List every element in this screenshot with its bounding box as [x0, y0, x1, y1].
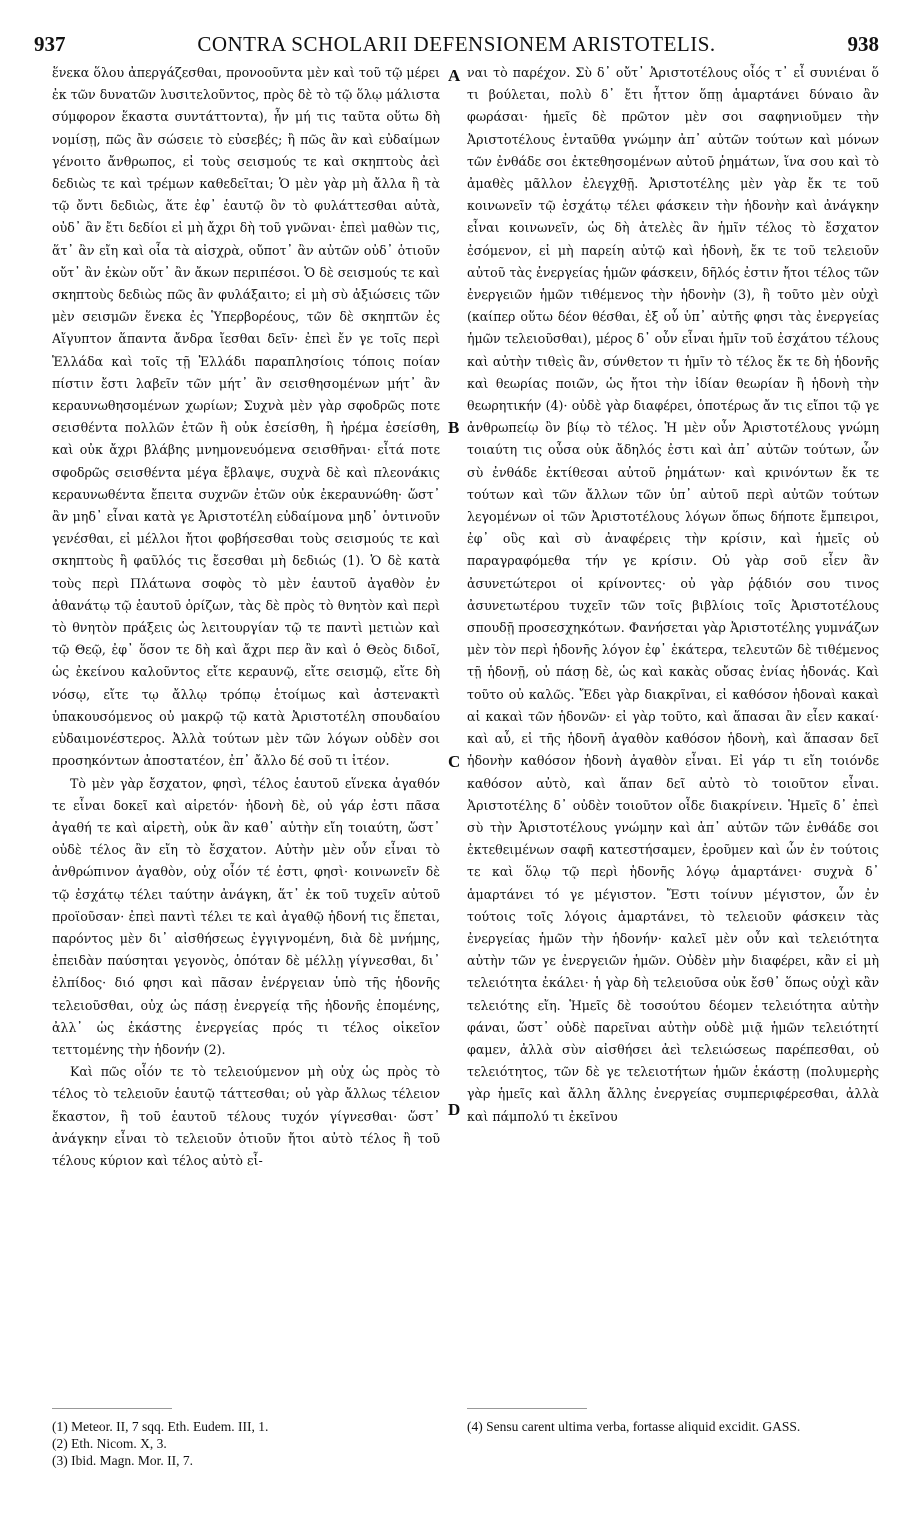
footnote: (3) Ibid. Magn. Mor. II, 7. — [52, 1453, 193, 1468]
running-header — [34, 32, 879, 56]
paragraph: Τὸ μὲν γὰρ ἔσχατον, φησὶ, τέλος ἑαυτοῦ εἵνεκα ἀγαθόν τε εἶναι δοκεῖ καὶ αἱρετόν· ἡδονὴ δὲ, οὐ γάρ ἐστι πᾶσα ἀγαθή τε καὶ αἱρετὴ, οὐκ ἂν καθ᾽ αὑτὴν εἴη τοιαύτη, ὥστ᾽ οὐδὲ τέλος ἂν εἴη τὸ ἔσχατον. Αὐτὴν μὲν οὖν εἶναι τὸ ἀνθρώπινον ἀγαθὸν, οὐχ οἷόν τέ ἐστι, φησὶ· κοινωνεῖν δὲ τῷ ἐσχάτῳ τέλει ταύτην ἀνάγκη, ἅτ᾽ ἐκ τοῦ τυχεῖν αὐτοῦ προϊοῦσαν· ἐπεὶ παντὶ τέλει τε καὶ ἀγαθῷ ἡδονή τις ἕπεται, παρόντος μὲν δι᾽ αἰσθήσεως ἐγγιγνομένη, διὰ δὲ μνήμης, ἐπειδὰν παύσηται γεγονὸς, ὁπόταν δὲ μέλλῃ γίγνεσθαι, δι᾽ ἐλπίδος· διό φησι καὶ πᾶσαν ἐνέργειαν ὑπὸ τῆς ἡδονῆς τελειοῦσθαι, οὐχ ὡς πάσῃ ἐνεργείᾳ τῆς ἡδονῆς ἑπομένης, ἀλλ᾽ ὡς ἑκάστης ἐνεργείας πρός τι τέλος οἰκεῖον τεττομένης τὴν ἡδονήν (2). — [52, 775, 440, 1057]
running-title: CONTRA SCHOLARII DEFENSIONEM ARISTOTELIS. — [197, 32, 716, 56]
footnote-rule-left — [52, 1408, 172, 1409]
page-number-left: 937 — [34, 32, 66, 56]
footnote: (1) Meteor. II, 7 sqq. Eth. Eudem. III, 1. — [52, 1419, 269, 1434]
page-number-right: 938 — [847, 32, 879, 56]
margin-marker-a: A — [448, 66, 461, 85]
footnote: (4) Sensu carent ultima verba, fortasse aliquid excidit. GASS. — [467, 1419, 801, 1434]
paragraph: ἕνεκα ὅλου ἀπεργάζεσθαι, προνοοῦντα μὲν καὶ τοῦ τῷ μέρει ἐκ τῶν δυνατῶν λυσιτελοῦντος, πρὸς δὲ τὸ τῷ ὅλῳ μάλιστα σύμφορον ἕκαστα συντάττοντα), ἦν μή τις ταῦτα οὕτω δὴ νομίσῃ, πῶς ἂν σώσειε τὸ εὐσεβές; ἢ πῶς ἂν καὶ εὐδαίμων γένοιτο ἄνθρωπος, εἰ τοὺς σεισμούς τε καὶ σκηπτοὺς ἀεὶ δεδιὼς τε καὶ τρέμων καθεδεῖται; Ὁ μὲν γὰρ μὴ ἄλλα ἢ τὰ τῷ ὄντι δεδιὼς, ἅτε ἐφ᾽ ἑαυτῷ ὂν τὸ φυλάττεσθαι αὐτὰ, οὐδ᾽ ἂν ἔτι δεδίοι εἰ μὴ ἄχρι δὴ τοῦ γνῶναι· ἐπεὶ μαθὼν τις, ἅτ᾽ ἂν εἴη καὶ οἷα τὰ αἰσχρὰ, οὔποτ᾽ ἂν αὐτῶν οὐδ᾽ ὁτιοῦν οὔτ᾽ ἂν ἑκὼν οὔτ᾽ ἂν ἄκων περιπέσοι. Ὁ δὲ σεισμούς τε καὶ σκηπτοὺς δεδιὼς πῶς ἂν φυλάξαιτο; εἰ μὴ σὺ ἀξιώσεις τῶν μὲν σεισμῶν ἕνεκα ἐς Ὑπερβορέους, τῶν δὲ σκηπτῶν ἐς Αἴγυπτον ἅπαντα ἄνδρα ἴεσθαι δεῖν· ἐπεὶ ἔν γε τοῖς περὶ Ἑλλάδα καὶ τοῖς τῇ Ἑλλάδι παραπλησίοις τόποις ποίαν πίστιν ἔστι λαβεῖν τῶν μήτ᾽ ἂν σεισθησομένων μήτ᾽ ἂν κεραυνωθησομένων χωρίων; Συχνὰ μὲν γὰρ σφοδρῶς ποτε σεισθέντα πολλῶν ἐτῶν ἢ οὐκ ἐσείσθη, ἢ ἠρέμα ἐσείσθη, καὶ οὐκ ἄχρι βλάβης μνημονευόμενα σεισθῆναι· εἶτά ποτε σφοδρῶς σεισθέντα μέγα ἔβλαψε, συχνὰ δὲ καὶ πλεονάκις κεραυνωθέντα ἔπειτα συχνῶν ἐτῶν οὐκ ἐκεραυνώθη· ὥστ᾽ ἂν μηδ᾽ εἶναι κατὰ γε Ἀριστοτέλη εὐδαίμονα μηδ᾽ ὁντινοῦν γενέσθαι, εἰ μέλλοι ἤτοι φοβήσεσθαι τοὺς σεισμούς τε καὶ σκηπτοὺς ἢ φαῦλός τις ἔσεσθαι μὴ δεδιώς (1). Ὁ δὲ κατὰ τοὺς περὶ Πλάτωνα σοφὸς τὸ μὲν ἑαυτοῦ ἀγαθὸν ἐν ἀθανάτῳ τῷ ἑαυτοῦ ὁρίζων, τὰς δὲ πρὸς τὸ θνητὸν καὶ περὶ τὸ θνητὸν πράξεις ὡς λειτουργίαν τῷ τε παντὶ μετιὼν καὶ τῷ Θεῷ, ἐφ᾽ ὅσον τε δὴ καὶ ἄχρι περ ἂν καὶ ὁ Θεὸς διδοῖ, ὡς ἐκείνου καλοῦντος εἴτε κεραυνῷ, εἴτε σεισμῷ, εἴτε δὴ νόσῳ, εἴτε τῳ ἄλλῳ τρόπῳ ἑτοίμως καὶ ἀστενακτὶ ὑπακουσόμενος οὐ μακρῷ τῷ κατὰ Ἀριστοτέλη σπουδαίου εὐδαιμονέστερος. Ἀλλὰ τούτων μὲν τῶν λόγων οὐδὲν σοι προσηκόντων ἀποστατέον, ἐπ᾽ ἄλλο δέ σοῦ τι ἰτέον. — [52, 65, 440, 769]
margin-marker-b: B — [448, 418, 460, 437]
left-column — [52, 62, 440, 1407]
margin-marker-d: D — [448, 1100, 461, 1119]
footnote: (2) Eth. Nicom. X, 3. — [52, 1436, 167, 1451]
paragraph: Καὶ πῶς οἷόν τε τὸ τελειούμενον μὴ οὐχ ὡς πρὸς τὸ τέλος τὸ τελειοῦν ἑαυτῷ τάττεσθαι; οὐ γὰρ ἄλλως τέλειον ἕκαστον, ἢ τοῦ ἑαυτοῦ τέλους τυχόν γίγνεσθαι· ὥστ᾽ ἀνάγκην εἶναι τὸ τελειοῦν ὁτιοῦν ἤτοι αὐτὸ τέλος ἢ τοῦ τέλους κύριον καὶ τέλος αὐτὸ εἶ- — [52, 1064, 440, 1168]
footnote-rule-right — [467, 1408, 587, 1409]
paragraph: ναι τὸ παρέχον. Σὺ δ᾽ οὔτ᾽ Ἀριστοτέλους οἶός τ᾽ εἶ συνιέναι ὅ τι βούλεται, πολὺ δ᾽ ἔτι ἧττον ὅπῃ ἁμαρτάνει δύναιο ἂν φωράσαι· ἡμεῖς δὲ πρῶτον μὲν σοι σαφηνιοῦμεν τὴν Ἀριστοτέλους ἐνταῦθα γνώμην ἀπ᾽ αὐτῶν τούτων καὶ μόνων τῶν ἐνθάδε σοι ἐκτεθησομένων αὐτοῦ ῥημάτων, ἵνα σου καὶ τὸ ἀμαθὲς μᾶλλον ἐλεγχθῇ. Ἀριστοτέλης μὲν γὰρ ἔκ τε τοῦ κοινωνεῖν τῷ ἐσχάτῳ τέλει φάσκειν τὴν ἡδονὴν καὶ ἀνάγκην εἶναι κοινωνεῖν, ὡς δὴ ἀτελὲς ἂν ἡμῖν τέλος τὸ ἔσχατον ἐσόμενον, εἰ μὴ παρείη αὐτῷ καὶ ἡδονὴ, ἔκ τε τοῦ τελειοῦν αὐτοῦ τὰς ἐνεργείας ἡμῶν φάσκειν, δῆλός ἐστιν ἤτοι τέλος τῶν ἐνεργειῶν ἡμῶν τιθέμενος τὴν ἡδονὴν (3), ἢ τοῦτο μὲν οὐχὶ (καίπερ οὕτω δέον θέσθαι, ἐξ οὗ ὑπ᾽ αὐτῆς φησι τὰς ἐνεργείας ἡμῶν τελειοῦσθαι), μέρος δ᾽ οὖν εἶναι ἡμῖν τοῦ ἐσχάτου τέλους καὶ αὐτὴν τιθεὶς ἂν, σύνθετον τι ἡμῖν τὸ τέλος ἔκ τε δὴ ἡδονῆς καὶ θεωρίας ποιῶν, ὡς ἤτοι τὴν ἰδίαν θεωρίαν ἢ ἡδονὴ τὴν θεωρητικήν (4)· οὐδὲ γὰρ διαφέρει, ὁποτέρως ἄν τις εἴποι τῷ γε ἀνθρωπείῳ ὂν βίῳ τὸ τέλος. Ἡ μὲν οὖν Ἀριστοτέλους γνώμη τοιαύτη τις οὖσα οὐκ ἄδηλός ἐστι καὶ ἀπ᾽ αὐτῶν τούτων, ὧν σὺ ἐνθάδε ἐκτίθεσαι αὐτοῦ ῥημάτων· καὶ κρινόντων ἔκ τε τούτων καὶ τῶν ἄλλων τῶν ὑπ᾽ αὐτοῦ περὶ αὐτῶν τούτων λεγομένων οἱ τῶν Ἀριστοτέλους λόγων ὅπως δήποτε ἔμπειροι, ἐφ᾽ οὓς καὶ σὺ ἀναφέρεις τὴν κρίσιν, καὶ ἡμεῖς οὐ παραγραφόμεθα τήν γε κρίσιν. Οὐ γὰρ σοῦ εἶεν ἂν ἀσυνετώτεροι οἱ κρίνοντες· οὐ γὰρ ῥᾴδιόν σου τινος ἀσυνετωτέρου τυχεῖν τῶν τοῖς βιβλίοις τοῖς Ἀριστοτέλους σπουδῇ προσεσχηκότων. Φανήσεται γὰρ Ἀριστοτέλης γυμνάζων μὲν τὸν περὶ ἡδονῆς λόγον ἐφ᾽ ἑκάτερα, τελευτῶν δὲ τιθέμενος τῇ ἡδονῇ, οὐ πάσῃ δὲ, ὡς καὶ κακὰς οὔσας ἐνίας ἡδονάς. Καὶ τοῦτο οὐ καλῶς. Ἔδει γὰρ διακρῖναι, εἰ καθόσον ἡδοναὶ κακαὶ αἱ κακαὶ τῶν ἡδονῶν· εἰ γὰρ τοῦτο, καὶ ἅπασαι ἂν εἶεν κακαί· καὶ αὖ, εἰ τῆς ἡδονῆ ἀγαθὸν καθόσον ἡδονὴ, καὶ ἅπασαν δεῖ ἡδονὴν καθόσον ἡδονὴ ἀγαθὸν εἶναι. Εἰ γάρ τι εἴη τοιόνδε καθόσον αὐτὸ, καὶ ἅπαν δεῖ αὐτὸ τὸ τοιοῦτον εἶναι. Ἀριστοτέλης δ᾽ οὐδὲν τοιοῦτον οἶδε διακρίνειν. Ἡμεῖς δ᾽ ἐπεὶ σὺ τὴν Ἀριστοτέλους γνώμην καὶ ἀπ᾽ αὐτῶν τῶν ἐνθάδε σοι ἐκτεθειμένων σαφῆ κατεστήσαμεν, ἐροῦμεν καὶ ὧν ἐν τούτοις τε καὶ ὅλῳ τῷ περὶ ἡδονῆς λόγῳ ἁμαρτάνει· συχνὰ δ᾽ ἁμαρτάνει τό γε μέγιστον. Ἔστι τοίνυν μέγιστον, ὧν ἐν τούτοις τοῖς λόγοις ἁμαρτάνει, τὸ τελειοῦν φάσκειν τὰς ἐνεργείας ἡμῶν τὴν ἡδονήν· καλεῖ μὲν οὖν καὶ τελειότητα αὐτὴν τῶν γε ἐνεργειῶν ἡμῶν. Οὐδὲν μὴν διαφέρει, κἂν εἰ μὴ τελειότητα ἐκάλει· ἡ γὰρ δὴ τελειοῦσα οὐκ ἔσθ᾽ ὅπως οὐχὶ κἂν τελειότης εἴη. Ἡμεῖς δὲ τοσούτου δέομεν τελειότητα αὐτὴν φάναι, ὥστ᾽ οὐδὲ παρεῖναι αὐτὴν οὐδὲ μιᾷ ἡμῶν τελειότητί φαμεν, ἀλλὰ σὺν αἰσθήσει ἀεὶ τελειώσεως παρέπεσθαι, οὐ τελειότητος, τῶν δὲ γε τελειοτήτων ἡμῶν ἑκάστῃ (πολυμερὴς γὰρ ἡμεῖς καὶ ἄλλη ἄλλης ἐνεργείας συμπεριφέρεσθαι, ἀλλὰ καὶ πάμπολύ τι ἐκεῖνου — [467, 65, 879, 1124]
footnotes-left — [52, 1418, 440, 1469]
right-column — [467, 62, 879, 1362]
footnotes-right — [467, 1418, 879, 1435]
margin-marker-c: C — [448, 752, 461, 771]
